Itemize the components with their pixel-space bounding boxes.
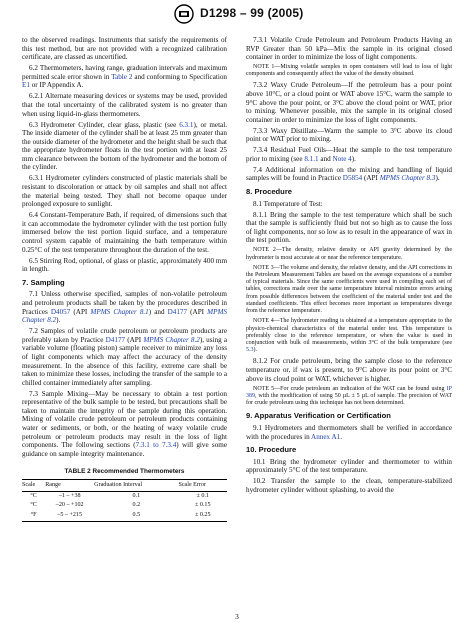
link-mpms-8-2-b[interactable]: MPMS Chapter 8.2: [143, 335, 200, 344]
col-header: Scale: [22, 480, 45, 492]
para-6-5: 6.5 Stirring Rod, optional, of glass or plastic, approximately 400 mm in length.: [22, 256, 227, 274]
table-cell: ± 0.1: [196, 493, 209, 500]
table-cell: °C: [30, 502, 37, 509]
table-row: [22, 510, 227, 521]
note-3: NOTE 3—The volume and density, the relative density, and the API corrections in the Petroleum Measurement Tables are based on the average expansions of a number of typical materials. Since the same coefficients were used in compiling each set of tables, corrections made over the same temperature interval minimize errors arising from possible differences between the coefficient of the material under test and the standard coefficients. This effect becomes more important as temperatures diverge from the reference temperature.: [246, 264, 452, 315]
table-cell: 0.1: [132, 493, 141, 500]
para-6-2-1: 6.2.1 Alternate measuring devices or systems may be used, provided that the total uncertainty of the calibrated system is no greater than when using liquid-in-glass thermometers.: [22, 92, 227, 118]
link-d4057[interactable]: D4057: [50, 307, 71, 316]
table-cell: ± 0.25: [178, 510, 227, 521]
para-7-3-1: 7.3.1 Volatile Crude Petroleum and Petroleum Products Having an RVP Greater than 50 kPa—Mix the sample in its original closed container in order to minimize the loss of light components.: [246, 36, 452, 62]
para-6-3-1: 6.3.1 Hydrometer cylinders constructed of plastic materials shall be resistant to discoloration or attack by oil samples and shall not affect the material being tested. They shall not become opaque under prolonged exposure to sunlight.: [22, 174, 227, 209]
link-note-4[interactable]: Note 4: [332, 154, 352, 163]
link-8-1-1[interactable]: 8.1.1: [304, 154, 319, 163]
note-2: NOTE 2—The density, relative density or API gravity determined by the hydrometer is most accurate at or near the reference temperature.: [246, 247, 452, 261]
table-cell: °C: [30, 493, 37, 500]
para-7-1: 7.1 Unless otherwise specified, samples of non-volatile petroleum and petroleum products shall be taken by the procedures described in Practices D4057 (API MPMS Chapter 8.1) and D4177 (API MPMS Chapter 8.2).: [22, 290, 227, 325]
table-cell: –1 – +38: [58, 493, 81, 500]
col-header: Range: [45, 480, 94, 492]
link-table-2[interactable]: Table 2: [111, 72, 133, 81]
link-d5854[interactable]: D5854: [342, 174, 363, 183]
para-6-4: 6.4 Constant-Temperature Bath, if required, of dimensions such that it can accommodate the hydrometer cylinder with the test portion fully immersed below the test portion liquid surface, and a temperature control system capable of maintaining the bath temperature within 0.25°C of the test temperature throughout the duration of the test.: [22, 211, 227, 254]
table-cell: ± 0.15: [194, 502, 211, 509]
note-1: NOTE 1—Mixing volatile samples in open containers will lead to loss of light components and consequently affect the value of the density obtained.: [246, 64, 452, 78]
link-d4177-b[interactable]: D4177: [105, 335, 126, 344]
col-header: Scale Error: [178, 480, 227, 492]
para-6-2: 6.2 Thermometers, having range, graduation intervals and maximum permitted scale error shown in Table 2 and conforming to Specification E1 or IP Appendix A.: [22, 64, 227, 90]
table-cell: 0.2: [132, 502, 141, 509]
link-7-3-1[interactable]: 7.3.1 to 7.3.4: [135, 441, 177, 450]
link-mpms-8-1[interactable]: MPMS Chapter 8.1: [90, 307, 149, 316]
table-cell: 0.5: [94, 510, 178, 521]
para-6-3: 6.3 Hydrometer Cylinder, clear glass, plastic (see 6.3.1), or metal. The inside diameter of the cylinder shall be at least 25 mm greater than the outside diameter of the hydrometer and the height shall be such that the appropriate hydrometer floats in the test portion with at least 25 mm clearance between the bottom of the hydrometer and the bottom of the cylinder.: [22, 120, 227, 172]
right-column: [246, 36, 452, 497]
col-header: Graduation Interval: [94, 480, 178, 492]
para-10-2: 10.2 Transfer the sample to the clean, temperature-stabilized hydrometer cylinder without splashing, to avoid the: [246, 477, 452, 494]
para-8-1: 8.1 Temperature of Test:: [253, 199, 323, 208]
link-annex-a1[interactable]: Annex A1: [311, 432, 341, 441]
left-column: [22, 36, 227, 522]
astm-logo: [174, 4, 194, 24]
para-8-1-1: 8.1.1 Bring the sample to the test temperature which shall be such that the sample is sufficiently fluid but not so high as to cause the loss of light components, nor so low as to result in the appearance of wax in the test portion.: [246, 210, 452, 245]
table-row: [22, 501, 227, 510]
para-7-4: 7.4 Additional information on the mixing and handling of liquid samples will be found in Practice D5854 (API MPMS Chapter 8.3).: [246, 165, 452, 183]
page-number: 3: [235, 612, 239, 621]
link-6-3-1[interactable]: 6.3.1: [179, 120, 194, 129]
para-10-1: 10.1 Bring the hydrometer cylinder and thermometer to within approximately 5°C of the test temperature.: [246, 457, 452, 475]
section-8-heading: 8. Procedure: [246, 187, 293, 197]
para-7-3: 7.3 Sample Mixing—May be necessary to obtain a test portion representative of the bulk sample to be tested, but precautions shall be taken to maintain the integrity of the sample during this operation. Mixing of volatile crude petroleum or petroleum products containing water or sediments, or both, or the heating of waxy volatile crude petroleum or petroleum products may result in the loss of light components. The following sections (7.3.1 to 7.3.4) will give some guidance on sample integrity maintenance.: [22, 389, 228, 458]
table-cell: °F: [22, 510, 45, 521]
note-5: NOTE 5—For crude petroleum an indication of the WAT can be found using IP 389, with the modification of using 50 µL ± 5 µL of sample. The precision of WAT for crude petroleum using this technique has not been determined.: [246, 385, 452, 407]
link-ip-389[interactable]: IP 389: [246, 385, 452, 399]
section-7-heading: 7. Sampling: [22, 277, 65, 287]
table-cell: –20 – +102: [55, 502, 84, 509]
note-4: NOTE 4—The hydrometer reading is obtained at a temperature appropriate to the physico-chemical characteristics of the material under test. This temperature is preferably close to the reference temperature, or when the value is used in conjunction with bulk oil measurements, within 3°C of the bulk temperature (see 5.3).: [246, 318, 452, 354]
thermometer-table: [22, 479, 227, 522]
section-9-heading: 9. Apparatus Verification or Certification: [246, 411, 391, 421]
para-6-1-end: to the observed readings. Instruments that satisfy the requirements of this test method, but are not provided with a recognized calibration certificate, are classed as uncertified.: [22, 36, 227, 62]
link-mpms-8-2[interactable]: MPMS Chapter 8.2: [22, 307, 227, 325]
link-e1[interactable]: E1: [22, 81, 30, 90]
table-row: [22, 491, 227, 501]
table-2-title: TABLE 2 Recommended Thermometers: [64, 468, 185, 476]
para-7-2: 7.2 Samples of volatile crude petroleum or petroleum products are preferably taken by Practice D4177 (API MPMS Chapter 8.2), using a variable volume (floating piston) sample receiver to minimize any loss of light components which may affect the accuracy of the density measurement. In the absence of this facility, extreme care shall be taken to minimize these losses, including the transfer of the sample to a chilled container immediately after sampling.: [22, 327, 227, 387]
para-7-3-2: 7.3.2 Waxy Crude Petroleum—If the petroleum has a pour point above 10°C, or a cloud point or WAT above 15°C, warm the sample to 9°C above the pour point, or 3°C above the cloud point or WAT, prior to mixing. Whenever possible, mix the sample in its original closed container in order to minimize the loss of light components.: [246, 81, 452, 124]
para-8-1-2: 8.1.2 For crude petroleum, bring the sample close to the reference temperature or, if wax is present, to 9°C above its pour point or 3°C above its cloud point or WAT, whichever is higher.: [246, 357, 452, 383]
para-7-3-4: 7.3.4 Residual Fuel Oils—Heat the sample to the test temperature prior to mixing (see 8.1.1 and Note 4).: [246, 146, 452, 163]
para-9-1: 9.1 Hydrometers and thermometers shall be verified in accordance with the procedures in Annex A1.: [246, 424, 452, 441]
link-mpms-8-3[interactable]: MPMS Chapter 8.3: [379, 174, 436, 183]
table-cell: –5 – +215: [45, 510, 94, 521]
section-10-heading: 10. Procedure: [246, 445, 297, 455]
para-7-3-3: 7.3.3 Waxy Distillate—Warm the sample to 3°C above its cloud point or WAT prior to mixing.: [246, 126, 452, 144]
link-5-3[interactable]: 5.3: [246, 347, 254, 354]
document-header: D1298 – 99 (2005): [200, 6, 304, 20]
link-d4177[interactable]: D4177: [167, 307, 188, 316]
